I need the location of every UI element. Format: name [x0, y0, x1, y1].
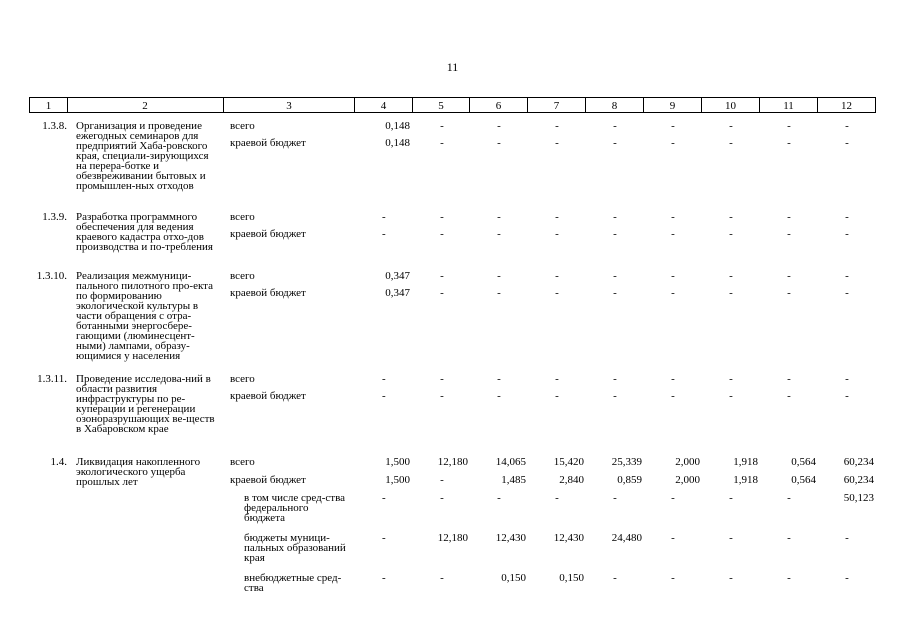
row-number: 1.3.9. — [42, 211, 67, 223]
value-cell: - — [845, 390, 849, 402]
value-cell: - — [671, 228, 675, 240]
value-cell: - — [382, 572, 386, 584]
value-cell: - — [787, 211, 791, 223]
value-cell: 0,150 — [501, 572, 526, 584]
value-cell: - — [729, 211, 733, 223]
row-number: 1.4. — [50, 456, 67, 468]
value-cell: - — [729, 287, 733, 299]
value-cell: - — [440, 572, 444, 584]
value-cell: - — [671, 287, 675, 299]
value-cell: 12,430 — [553, 532, 584, 544]
row-title: Разработка программного обеспечения для ведения краевого кадастра отхо-дов производства и по-требления — [76, 211, 213, 253]
value-cell: - — [729, 137, 733, 149]
value-cell: - — [613, 390, 617, 402]
value-cell: 1,500 — [385, 474, 410, 486]
value-cell: - — [613, 492, 617, 504]
value-cell: 60,234 — [843, 474, 874, 486]
value-cell: - — [497, 120, 501, 132]
value-cell: 2,000 — [675, 456, 700, 468]
value-cell: - — [671, 532, 675, 544]
funding-source: краевой бюджет — [230, 287, 306, 299]
value-cell: - — [497, 492, 501, 504]
value-cell: - — [787, 390, 791, 402]
value-cell: - — [440, 390, 444, 402]
value-cell: - — [671, 270, 675, 282]
value-cell: - — [440, 474, 444, 486]
funding-source: всего — [230, 456, 255, 468]
row-number: 1.3.11. — [37, 373, 67, 385]
row-title: Проведение исследова-ний в области развития инфраструктуры по ре-куперации и регенерации озоноразрушающих ве-ществ в Хабаровском крае — [76, 373, 215, 435]
value-cell: - — [613, 373, 617, 385]
value-cell: - — [671, 137, 675, 149]
row-title: Организация и проведение ежегодных семинаров для предприятий Хаба-ровского края, специали-зирующихся на перера-ботке и обезвреживании бытовых и промышлен-ных отходов — [76, 120, 209, 192]
value-cell: - — [729, 390, 733, 402]
value-cell: - — [555, 287, 559, 299]
funding-source: бюджеты муници-пальных образований края — [244, 532, 346, 564]
funding-source: всего — [230, 270, 255, 282]
value-cell: 0,859 — [617, 474, 642, 486]
value-cell: - — [613, 228, 617, 240]
funding-source: краевой бюджет — [230, 137, 306, 149]
funding-source: в том числе сред-ства федерального бюджета — [244, 492, 346, 524]
value-cell: - — [497, 228, 501, 240]
value-cell: - — [671, 211, 675, 223]
value-cell: - — [613, 211, 617, 223]
value-cell: - — [440, 287, 444, 299]
value-cell: - — [440, 211, 444, 223]
value-cell: 12,180 — [437, 532, 468, 544]
value-cell: - — [440, 120, 444, 132]
value-cell: - — [613, 120, 617, 132]
value-cell: 2,000 — [675, 474, 700, 486]
header-cell-2: 2 — [67, 97, 224, 113]
value-cell: - — [729, 228, 733, 240]
value-cell: 0,150 — [559, 572, 584, 584]
value-cell: - — [555, 137, 559, 149]
value-cell: - — [787, 287, 791, 299]
value-cell: - — [729, 270, 733, 282]
funding-source: краевой бюджет — [230, 228, 306, 240]
header-cell-12: 12 — [818, 97, 876, 113]
value-cell: 24,480 — [611, 532, 642, 544]
header-cell-11: 11 — [760, 97, 818, 113]
value-cell: - — [671, 492, 675, 504]
value-cell: - — [787, 492, 791, 504]
value-cell: 60,234 — [843, 456, 874, 468]
value-cell: - — [671, 120, 675, 132]
row-title: Реализация межмуници-пального пилотного про-екта по формированию экологической культуры в части обращения с отра-ботанными энергосбере-гающими (люминесцент-ными) лампами, образу-ющимися у населения — [76, 270, 214, 362]
header-cell-8: 8 — [586, 97, 644, 113]
header-cell-5: 5 — [413, 97, 470, 113]
value-cell: - — [555, 228, 559, 240]
value-cell: - — [787, 137, 791, 149]
value-cell: 0,347 — [385, 270, 410, 282]
funding-source: внебюджетные сред-ства — [244, 572, 342, 594]
value-cell: - — [440, 137, 444, 149]
funding-source: краевой бюджет — [230, 474, 306, 486]
value-cell: - — [729, 572, 733, 584]
value-cell: - — [382, 492, 386, 504]
value-cell: - — [613, 270, 617, 282]
value-cell: - — [671, 572, 675, 584]
value-cell: - — [555, 120, 559, 132]
value-cell: - — [497, 287, 501, 299]
value-cell: - — [497, 137, 501, 149]
value-cell: - — [845, 211, 849, 223]
value-cell: - — [845, 270, 849, 282]
value-cell: - — [497, 211, 501, 223]
value-cell: - — [382, 390, 386, 402]
value-cell: 1,918 — [733, 456, 758, 468]
row-number: 1.3.10. — [36, 270, 67, 282]
header-cell-10: 10 — [702, 97, 760, 113]
value-cell: - — [671, 373, 675, 385]
value-cell: - — [497, 270, 501, 282]
value-cell: - — [613, 137, 617, 149]
header-cell-1: 1 — [29, 97, 68, 113]
value-cell: - — [845, 532, 849, 544]
value-cell: - — [382, 373, 386, 385]
value-cell: 0,564 — [791, 456, 816, 468]
value-cell: 15,420 — [553, 456, 584, 468]
header-cell-4: 4 — [355, 97, 413, 113]
value-cell: - — [729, 120, 733, 132]
value-cell: - — [729, 532, 733, 544]
value-cell: - — [555, 373, 559, 385]
row-title: Ликвидация накопленного экологического ущерба прошлых лет — [76, 456, 201, 488]
value-cell: - — [845, 572, 849, 584]
value-cell: - — [555, 492, 559, 504]
value-cell: - — [787, 228, 791, 240]
value-cell: - — [555, 390, 559, 402]
value-cell: - — [497, 373, 501, 385]
value-cell: - — [440, 228, 444, 240]
funding-source: всего — [230, 120, 255, 132]
value-cell: - — [382, 228, 386, 240]
value-cell: - — [613, 572, 617, 584]
value-cell: - — [787, 373, 791, 385]
value-cell: - — [497, 390, 501, 402]
value-cell: - — [787, 572, 791, 584]
row-number: 1.3.8. — [42, 120, 67, 132]
value-cell: - — [729, 492, 733, 504]
value-cell: - — [440, 270, 444, 282]
header-cell-7: 7 — [528, 97, 586, 113]
value-cell: 12,430 — [495, 532, 526, 544]
value-cell: - — [845, 287, 849, 299]
value-cell: - — [787, 120, 791, 132]
value-cell: 0,564 — [791, 474, 816, 486]
value-cell: 2,840 — [559, 474, 584, 486]
value-cell: 14,065 — [495, 456, 526, 468]
value-cell: - — [787, 270, 791, 282]
value-cell: 0,347 — [385, 287, 410, 299]
header-cell-3: 3 — [224, 97, 355, 113]
funding-source: всего — [230, 211, 255, 223]
value-cell: - — [671, 390, 675, 402]
value-cell: 50,123 — [843, 492, 874, 504]
value-cell: 12,180 — [437, 456, 468, 468]
page-number: 11 — [446, 60, 459, 74]
header-cell-9: 9 — [644, 97, 702, 113]
funding-source: всего — [230, 373, 255, 385]
value-cell: - — [787, 532, 791, 544]
value-cell: 25,339 — [611, 456, 642, 468]
value-cell: 1,918 — [733, 474, 758, 486]
value-cell: - — [555, 211, 559, 223]
value-cell: 0,148 — [385, 120, 410, 132]
value-cell: - — [845, 120, 849, 132]
value-cell: - — [382, 211, 386, 223]
value-cell: - — [440, 492, 444, 504]
value-cell: - — [440, 373, 444, 385]
value-cell: 0,148 — [385, 137, 410, 149]
value-cell: - — [845, 137, 849, 149]
value-cell: - — [613, 287, 617, 299]
value-cell: 1,485 — [501, 474, 526, 486]
value-cell: - — [382, 532, 386, 544]
funding-source: краевой бюджет — [230, 390, 306, 402]
value-cell: - — [845, 373, 849, 385]
value-cell: 1,500 — [385, 456, 410, 468]
value-cell: - — [555, 270, 559, 282]
value-cell: - — [845, 228, 849, 240]
header-cell-6: 6 — [470, 97, 528, 113]
value-cell: - — [729, 373, 733, 385]
